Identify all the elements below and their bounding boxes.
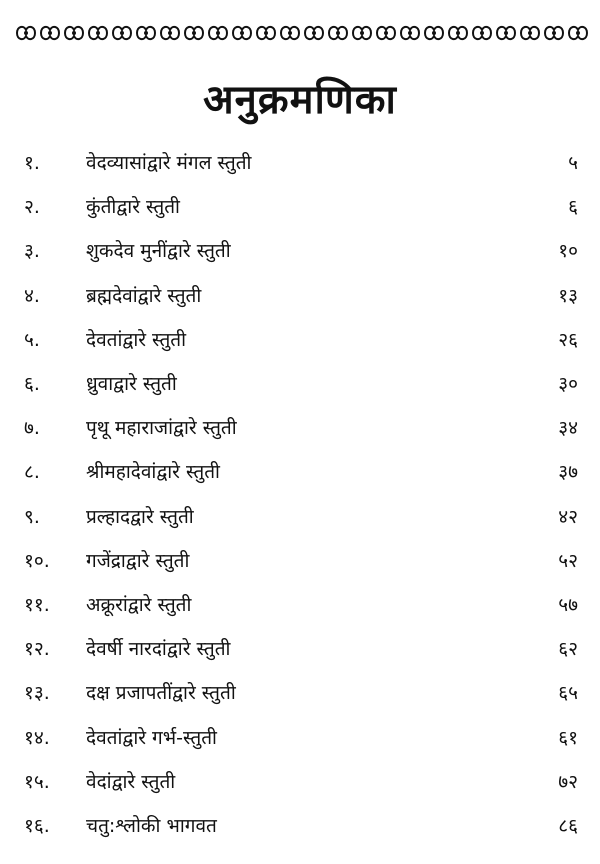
toc-page-number: ३४ — [558, 417, 578, 440]
toc-number: ११. — [24, 594, 50, 616]
toc-row — [0, 670, 600, 714]
toc-row — [0, 140, 600, 184]
ornament-motif-icon — [158, 20, 182, 46]
toc-number: १५. — [24, 770, 50, 793]
toc-page-number: ५७ — [558, 594, 578, 616]
toc-label: चतु:श्लोकी भागवत — [86, 815, 217, 837]
toc-row — [0, 803, 600, 847]
ornament-motif-icon — [350, 20, 374, 46]
toc-number: १३. — [24, 682, 50, 705]
toc-page-number: १० — [558, 240, 578, 263]
toc-page-number: ३० — [558, 373, 578, 395]
toc-label: देवर्षी नारदांद्वारे स्तुती — [86, 638, 231, 661]
toc-page-number: ३७ — [558, 461, 578, 484]
toc-label: देवतांद्वारे स्तुती — [86, 328, 187, 351]
ornament-motif-icon — [62, 20, 86, 46]
toc-label: ब्रह्मदेवांद्वारे स्तुती — [86, 284, 202, 307]
ornament-motif-icon — [254, 20, 278, 46]
toc-row — [0, 759, 600, 803]
toc-number: १०. — [24, 549, 50, 572]
toc-page-number: २६ — [558, 328, 578, 351]
toc-page-number: ६२ — [558, 638, 578, 661]
ornament-motif-icon — [518, 20, 542, 46]
ornament-motif-icon — [110, 20, 134, 46]
toc-row — [0, 228, 600, 272]
ornament-motif-icon — [374, 20, 398, 46]
ornament-motif-icon — [182, 20, 206, 46]
toc-row — [0, 715, 600, 759]
toc-page-number: ४२ — [558, 505, 578, 528]
toc-page-number: ५२ — [558, 549, 578, 572]
toc-label: वेदांद्वारे स्तुती — [86, 770, 176, 793]
toc-number: ८. — [24, 461, 40, 484]
toc-label: वेदव्यासांद्वारे मंगल स्तुती — [86, 152, 252, 174]
toc-label: कुंतीद्वारे स्तुती — [86, 196, 180, 219]
table-of-contents — [0, 140, 600, 860]
toc-number: १. — [24, 152, 40, 174]
toc-row — [0, 449, 600, 493]
ornament-motif-icon — [326, 20, 350, 46]
ornament-motif-icon — [470, 20, 494, 46]
ornament-motif-icon — [494, 20, 518, 46]
ornament-motif-icon — [566, 20, 590, 46]
ornament-motif-icon — [422, 20, 446, 46]
ornament-motif-icon — [230, 20, 254, 46]
ornament-motif-icon — [398, 20, 422, 46]
toc-page-number: ६ — [568, 196, 578, 219]
toc-row — [0, 626, 600, 670]
toc-row — [0, 582, 600, 626]
ornament-motif-icon — [446, 20, 470, 46]
ornament-motif-icon — [134, 20, 158, 46]
toc-label: श्रीमहादेवांद्वारे स्तुती — [86, 461, 220, 484]
ornament-motif-icon — [86, 20, 110, 46]
toc-number: १२. — [24, 638, 50, 661]
toc-number: ५. — [24, 328, 40, 351]
toc-row — [0, 361, 600, 405]
toc-label: गजेंद्राद्वारे स्तुती — [86, 549, 190, 572]
toc-label: प्रल्हादद्वारे स्तुती — [86, 505, 194, 528]
ornament-motif-icon — [302, 20, 326, 46]
toc-label: ध्रुवाद्वारे स्तुती — [86, 373, 177, 395]
toc-number: १६. — [24, 815, 50, 837]
toc-row — [0, 184, 600, 228]
toc-row — [0, 538, 600, 582]
toc-label: पृथू महाराजांद्वारे स्तुती — [86, 417, 237, 440]
toc-number: १४. — [24, 726, 50, 749]
toc-row — [0, 405, 600, 449]
toc-page-number: ५ — [568, 152, 578, 174]
toc-number: ४. — [24, 284, 40, 307]
toc-row — [0, 317, 600, 361]
toc-number: ९. — [24, 505, 40, 528]
toc-number: ३. — [24, 240, 40, 263]
page-title: अनुक्रमणिका — [203, 77, 397, 123]
ornament-motif-icon — [14, 20, 38, 46]
toc-label: शुकदेव मुनींद्वारे स्तुती — [86, 240, 231, 263]
decorative-border — [14, 20, 586, 46]
ornament-motif-icon — [206, 20, 230, 46]
toc-page-number: ८६ — [558, 815, 578, 837]
toc-number: ७. — [24, 417, 40, 440]
toc-page-number: ६१ — [558, 726, 578, 749]
toc-page-number: ७२ — [558, 770, 578, 793]
ornament-motif-icon — [542, 20, 566, 46]
ornament-motif-icon — [278, 20, 302, 46]
toc-label: दक्ष प्रजापतींद्वारे स्तुती — [86, 682, 236, 705]
toc-number: २. — [24, 196, 40, 219]
toc-page-number: ६५ — [558, 682, 578, 705]
ornament-motif-icon — [38, 20, 62, 46]
toc-label: देवतांद्वारे गर्भ-स्तुती — [86, 726, 217, 749]
toc-label: अक्रूरांद्वारे स्तुती — [86, 594, 192, 616]
toc-row — [0, 273, 600, 317]
toc-row — [0, 494, 600, 538]
toc-page-number: १३ — [558, 284, 578, 307]
toc-number: ६. — [24, 373, 40, 395]
